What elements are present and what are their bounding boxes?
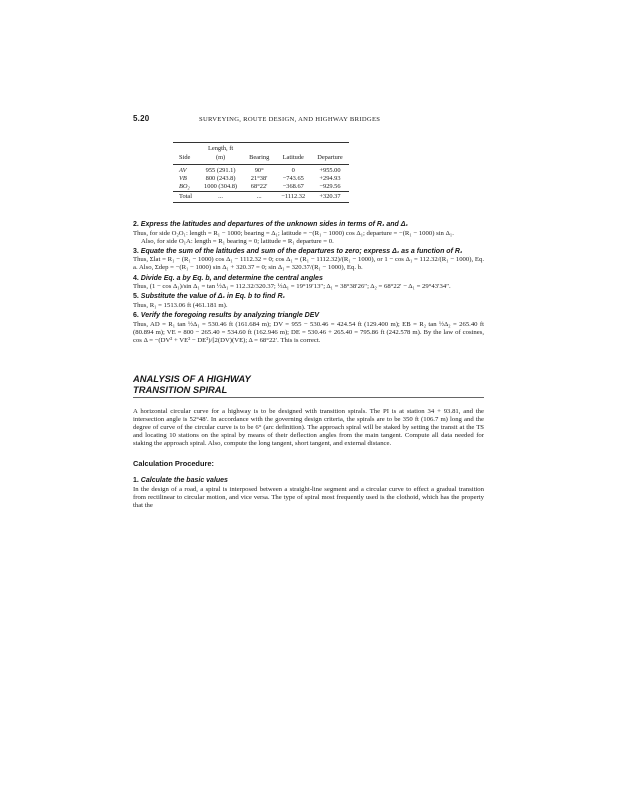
step-5 [133, 293, 484, 310]
spiral-step-1 [133, 477, 484, 510]
col-header-bearing: Bearing [243, 154, 275, 165]
step-number: 1. [133, 477, 139, 485]
col-header-latitude: Latitude [275, 154, 311, 165]
traverse-table [173, 142, 349, 203]
step-6 [133, 312, 484, 345]
step-heading [133, 275, 484, 284]
step-heading-text: Calculate the basic values [140, 477, 228, 485]
step-heading-text: Substitute the value of Δ₁ in Eq. b to find R₁ [140, 293, 285, 301]
step-heading [133, 477, 484, 486]
step-paragraph: In the design of a road, a spiral is interposed between a straight-line segment and a circular curve to effect a gradual transition from rectilinear to circular motion, and vice versa. The type of spiral most frequently used is the clothoid, which has the property that the [133, 485, 484, 510]
cell-bearing: 68°22′ [250, 183, 268, 190]
step-number: 6. [133, 311, 139, 319]
cell-bearing: 90° [254, 167, 264, 174]
step-heading [133, 248, 484, 257]
cell-total-length: ... [198, 192, 243, 203]
step-heading [133, 221, 484, 230]
step-heading-text: Verify the foregoing results by analyzing triangle DEV [140, 311, 320, 319]
step-paragraph: Also, for side O₁A: length = R₁ bearing = 0; latitude = R₁ departure = 0. [141, 237, 334, 245]
step-heading-text: Equate the sum of the latitudes and sum of the departures to zero; express Δ₁ as a function of R₁ [140, 247, 463, 255]
cell-departure: +955.00 [319, 167, 341, 174]
col-header-length-line1: Length, ft [198, 143, 243, 155]
cell-side: BO₂ [179, 183, 190, 190]
col-header-side: Side [173, 154, 198, 165]
book-page [133, 114, 484, 510]
col-header-latitude-line1 [275, 143, 311, 155]
step-heading [133, 293, 484, 302]
section-title-line-1: ANALYSIS OF A HIGHWAY [133, 372, 251, 384]
cell-length: 955 (291.1) [205, 167, 236, 174]
step-paragraph: Thus, (1 − cos Δ₁)/sin Δ₁ = tan ½Δ₁ = 112.32/320.37; ½Δ₁ = 19°19′13″; Δ₁ = 38°38′26″; Δ₂ = 68°22′ − Δ₁ = 29°43′34″. [133, 283, 451, 291]
table-total-row [173, 192, 349, 203]
section-title-line-2: TRANSITION SPIRAL [133, 383, 228, 395]
step-heading [133, 312, 484, 321]
step-number: 5. [133, 293, 139, 301]
col-header-departure-line1 [311, 143, 349, 155]
cell-departure: −929.56 [319, 183, 341, 190]
step-number: 3. [133, 247, 139, 255]
step-paragraph: Thus, AD = R₁ tan ½Δ₁ = 530.46 ft (161.684 m); DV = 955 − 530.46 = 424.54 ft (129.400 m); EB = R₂ tan ½Δ₂ = 265.40 ft (80.894 m); VE = 800 − 265.40 = 534.60 ft (162.946 m); DE = 530.46 + 265.40 = 795.86 ft (242.578 m). By the law of cosines, cos Δ = −(DV² + VE² − DE²)/[2(DV)(VE); Δ = 68°22′. This is correct. [133, 320, 484, 344]
cell-side: AV [179, 167, 187, 174]
problem-statement: A horizontal circular curve for a highway is to be designed with transition spirals. The PI is at station 34 + 93.81, and the intersection angle is 52°48′. In accordance with the governing design criteria, the spirals are to be 350 ft (106.7 m) long and the degree of curve of the circular curve is to be 6° (arc definition). The approach spiral will be staked by setting the transit at the TS and locating 10 stations on the spiral by means of their deflection angles from the main tangent. Compute all data needed for staking the approach spiral. Also, compute the long tangent, short tangent, and external distance. [133, 407, 484, 448]
table-row [173, 165, 349, 176]
running-title: SURVEYING, ROUTE DESIGN, AND HIGHWAY BRIDGES [199, 116, 381, 123]
running-header [133, 114, 484, 126]
page-number: 5.20 [133, 114, 150, 123]
step-2 [133, 221, 484, 246]
cell-latitude: −743.65 [282, 175, 304, 182]
cell-length: 1000 (304.8) [204, 183, 238, 190]
step-number: 4. [133, 274, 139, 282]
col-header-departure: Departure [311, 154, 349, 165]
table-row [173, 175, 349, 183]
table-header-row-1 [173, 143, 349, 155]
step-paragraph: Thus, for side O₂O₁: length = R₁ − 1000; bearing = Δ₁; latitude = −(R₁ − 1000) cos Δ₁; departure = −(R₁ − 1000) sin Δ₁. [133, 229, 454, 237]
calculation-procedure-label: Calculation Procedure: [133, 459, 214, 469]
cell-total-label: Total [173, 192, 198, 203]
step-paragraph: Thus, R₁ = 1513.06 ft (461.181 m). [133, 301, 228, 309]
step-3 [133, 248, 484, 273]
step-heading-text: Express the latitudes and departures of the unknown sides in terms of R₁ and Δ₁ [140, 221, 408, 228]
col-header-side-line1 [173, 143, 198, 155]
step-number: 2. [133, 221, 139, 228]
cell-bearing: 21°38′ [250, 175, 268, 182]
cell-total-bearing: ... [243, 192, 275, 203]
cell-total-latitude: −1112.32 [275, 192, 311, 203]
col-header-bearing-line1 [243, 143, 275, 155]
table-header-row-2 [173, 154, 349, 165]
col-header-length: (m) [198, 154, 243, 165]
step-heading-text: Divide Eq. a by Eq. b, and determine the central angles [140, 274, 323, 282]
step-paragraph: Thus, Σlat = R₁ − (R₁ − 1000) cos Δ₁ − 1112.32 = 0; cos Δ₁ = (R₁ − 1112.32)/(R₁ − 1000), or 1 − cos Δ₁ = 112.32/(R₁ − 1000), Eq. a. Also, Σdep = −(R₁ − 1000) sin Δ₁ + 320.37 = 0; sin Δ₁ = 320.37/(R₁ − 1000), Eq. b. [133, 256, 484, 272]
table-row [173, 183, 349, 192]
cell-latitude: −368.67 [282, 183, 304, 190]
cell-latitude: 0 [291, 167, 295, 174]
cell-total-departure: +320.37 [311, 192, 349, 203]
section-title [133, 373, 484, 398]
cell-departure: +294.93 [319, 175, 341, 182]
cell-side: VB [179, 175, 187, 182]
cell-length: 800 (243.8) [205, 175, 236, 182]
step-4 [133, 275, 484, 292]
